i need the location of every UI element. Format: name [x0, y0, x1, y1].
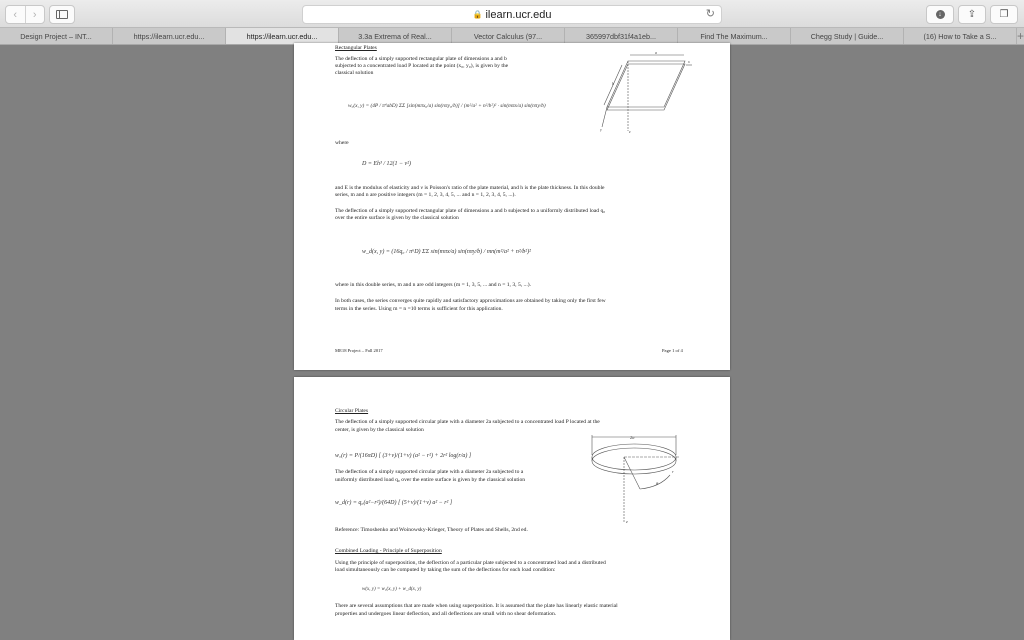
browser-toolbar [0, 0, 1024, 27]
new-tab-button[interactable] [1017, 28, 1024, 44]
paragraph-text: In both cases, the series converges quite rapidly and satisfactory approximations are obtained by taking only the first few [335, 298, 606, 304]
rectangular-plate-figure [600, 49, 692, 133]
tab[interactable]: Chegg Study | Guide... [791, 28, 904, 44]
tabs-icon: ❐ [999, 9, 1009, 20]
reload-icon[interactable]: ↻ [705, 8, 715, 20]
fig-label-x: x [688, 59, 690, 64]
paragraph-text: classical solution [335, 70, 374, 76]
fig-label-diameter: 2a [630, 435, 635, 440]
tabs-overview-button[interactable] [990, 5, 1018, 24]
paragraph-text: where in this double series, m and n are odd integers (m = 1, 3, 5, ... and n = 1, 3, 5, ...). [335, 282, 531, 288]
share-icon: ⇪ [967, 9, 977, 20]
url-text: ilearn.ucr.edu [485, 8, 552, 21]
equation-flexural-rigidity: D = Eh³ / 12(1 − ν²) [362, 161, 412, 167]
sidebar-icon [56, 10, 68, 19]
tab[interactable]: https://ilearn.ucr.edu... [113, 28, 226, 44]
fig-label-a: a [655, 50, 657, 55]
equation-concentrated-load: w꜀(x, y) = (4P / π⁴abD) ΣΣ [sin(mπx₀/a) sin(nπy₀/b)] / (m²/a² + n²/b²)² · sin(mπx/a) sin(nπy/b) [348, 103, 546, 109]
downloads-button[interactable] [926, 5, 954, 24]
paragraph-text: and E is the modulus of elasticity and ν is Poisson's ratio of the plate material, and h is the plate thickness. In this double [335, 185, 605, 191]
paragraph-text: subjected to a concentrated load P located at the point (x₀, y₀), is given by the [335, 63, 509, 69]
tab[interactable]: Design Project – INT... [0, 28, 113, 44]
equation-distributed-load: w_d(x, y) = (16q₀ / π⁶D) ΣΣ sin(mπx/a) sin(nπy/b) / mn(m²/a² + n²/b²)² [362, 249, 531, 255]
section-heading: Combined Loading - Principle of Superposition [335, 548, 442, 554]
paragraph-text: The deflection of a simply supported circular plate with a diameter 2a subjected to a concentrated load P located at the [335, 419, 600, 425]
paragraph-text: where [335, 140, 349, 146]
paragraph-text: Using the principle of superposition, the deflection of a particular plate subjected to a concentrated load and a distributed [335, 560, 606, 566]
pdf-page-1 [294, 43, 730, 370]
fig-label-b: b [612, 81, 614, 86]
paragraph-text: The deflection of a simply supported rectangular plate of dimensions a and b [335, 56, 507, 62]
tab[interactable]: 365997dbf31f4a1eb... [565, 28, 678, 44]
paragraph-text: terms in the series. Using m = n =10 terms is sufficient for this application. [335, 306, 503, 312]
tab[interactable]: 3.3a Extrema of Real... [339, 28, 452, 44]
sidebar-toggle-button[interactable] [49, 5, 75, 24]
back-button[interactable] [6, 6, 25, 23]
reference-text: Reference: Timoshenko and Woinowsky-Krieger, Theory of Plates and Shells, 2nd ed. [335, 527, 528, 533]
tab[interactable]: (16) How to Take a S... [904, 28, 1017, 44]
chevron-right-icon: › [32, 8, 37, 21]
paragraph-text: center, is given by the classical solution [335, 427, 424, 433]
section-heading: Circular Plates [335, 408, 369, 414]
fig-label-z: z [626, 519, 628, 524]
paragraph-text: properties and undergoes linear deflection, and all deflections are small with no shear deformation. [335, 611, 557, 617]
page-number: Page 1 of 4 [662, 348, 683, 353]
equation-circular-concentrated: w꜀(r) = P/(16πD) [ (3+ν)/(1+ν) (a² − r²) + 2r² log(r/a) ] [335, 453, 472, 459]
download-icon: ↓ [936, 10, 945, 19]
forward-button[interactable] [25, 6, 45, 23]
nav-buttons [5, 5, 45, 24]
paragraph-text: The deflection of a simply supported rectangular plate of dimensions a and b subjected to a uniformly distributed load q₀ [335, 208, 606, 214]
lock-icon: 🔒 [472, 10, 483, 19]
circular-plate-figure [590, 433, 690, 525]
fig-label-theta: θ [656, 481, 659, 486]
fig-label-y: y [600, 127, 602, 132]
paragraph-text: over the entire surface is given by the classical solution [335, 215, 459, 221]
paragraph-text: The deflection of a simply supported circular plate with a diameter 2a subjected to a [335, 469, 524, 475]
paragraph-text: There are several assumptions that are made when using superposition. It is assumed that the plate has linearly elastic material [335, 603, 618, 609]
equation-superposition: w(x, y) = w꜀(x, y) + w_d(x, y) [362, 587, 422, 592]
fig-label-z: z [629, 129, 631, 133]
page-footer-left: ME18 Project – Fall 2017 [335, 348, 383, 353]
share-button[interactable] [958, 5, 986, 24]
pdf-page-2 [294, 377, 730, 640]
fig-label-r: r [672, 469, 674, 474]
section-heading: Rectangular Plates [335, 45, 377, 51]
equation-circular-distributed: w_d(r) = q₀(a²−r²)/(64D) [ (5+ν)/(1+ν) a² − r² ] [335, 500, 453, 506]
tab[interactable]: Vector Calculus (97... [452, 28, 565, 44]
chevron-left-icon: ‹ [13, 8, 18, 21]
tab-active[interactable]: https://ilearn.ucr.edu... [226, 28, 339, 44]
paragraph-text: series, m and n are positive integers (m = 1, 2, 3, 4, 5, ... and n = 1, 2, 3, 4, 5, ...). [335, 192, 516, 198]
tab[interactable]: Find The Maximum... [678, 28, 791, 44]
plus-icon: + [1017, 29, 1024, 43]
paragraph-text: uniformly distributed load q₀ over the entire surface is given by the classical solution [335, 477, 526, 483]
paragraph-text: load simultaneously can be computed by taking the sum of the deflections for each load condition: [335, 567, 556, 573]
address-bar[interactable] [302, 5, 722, 24]
